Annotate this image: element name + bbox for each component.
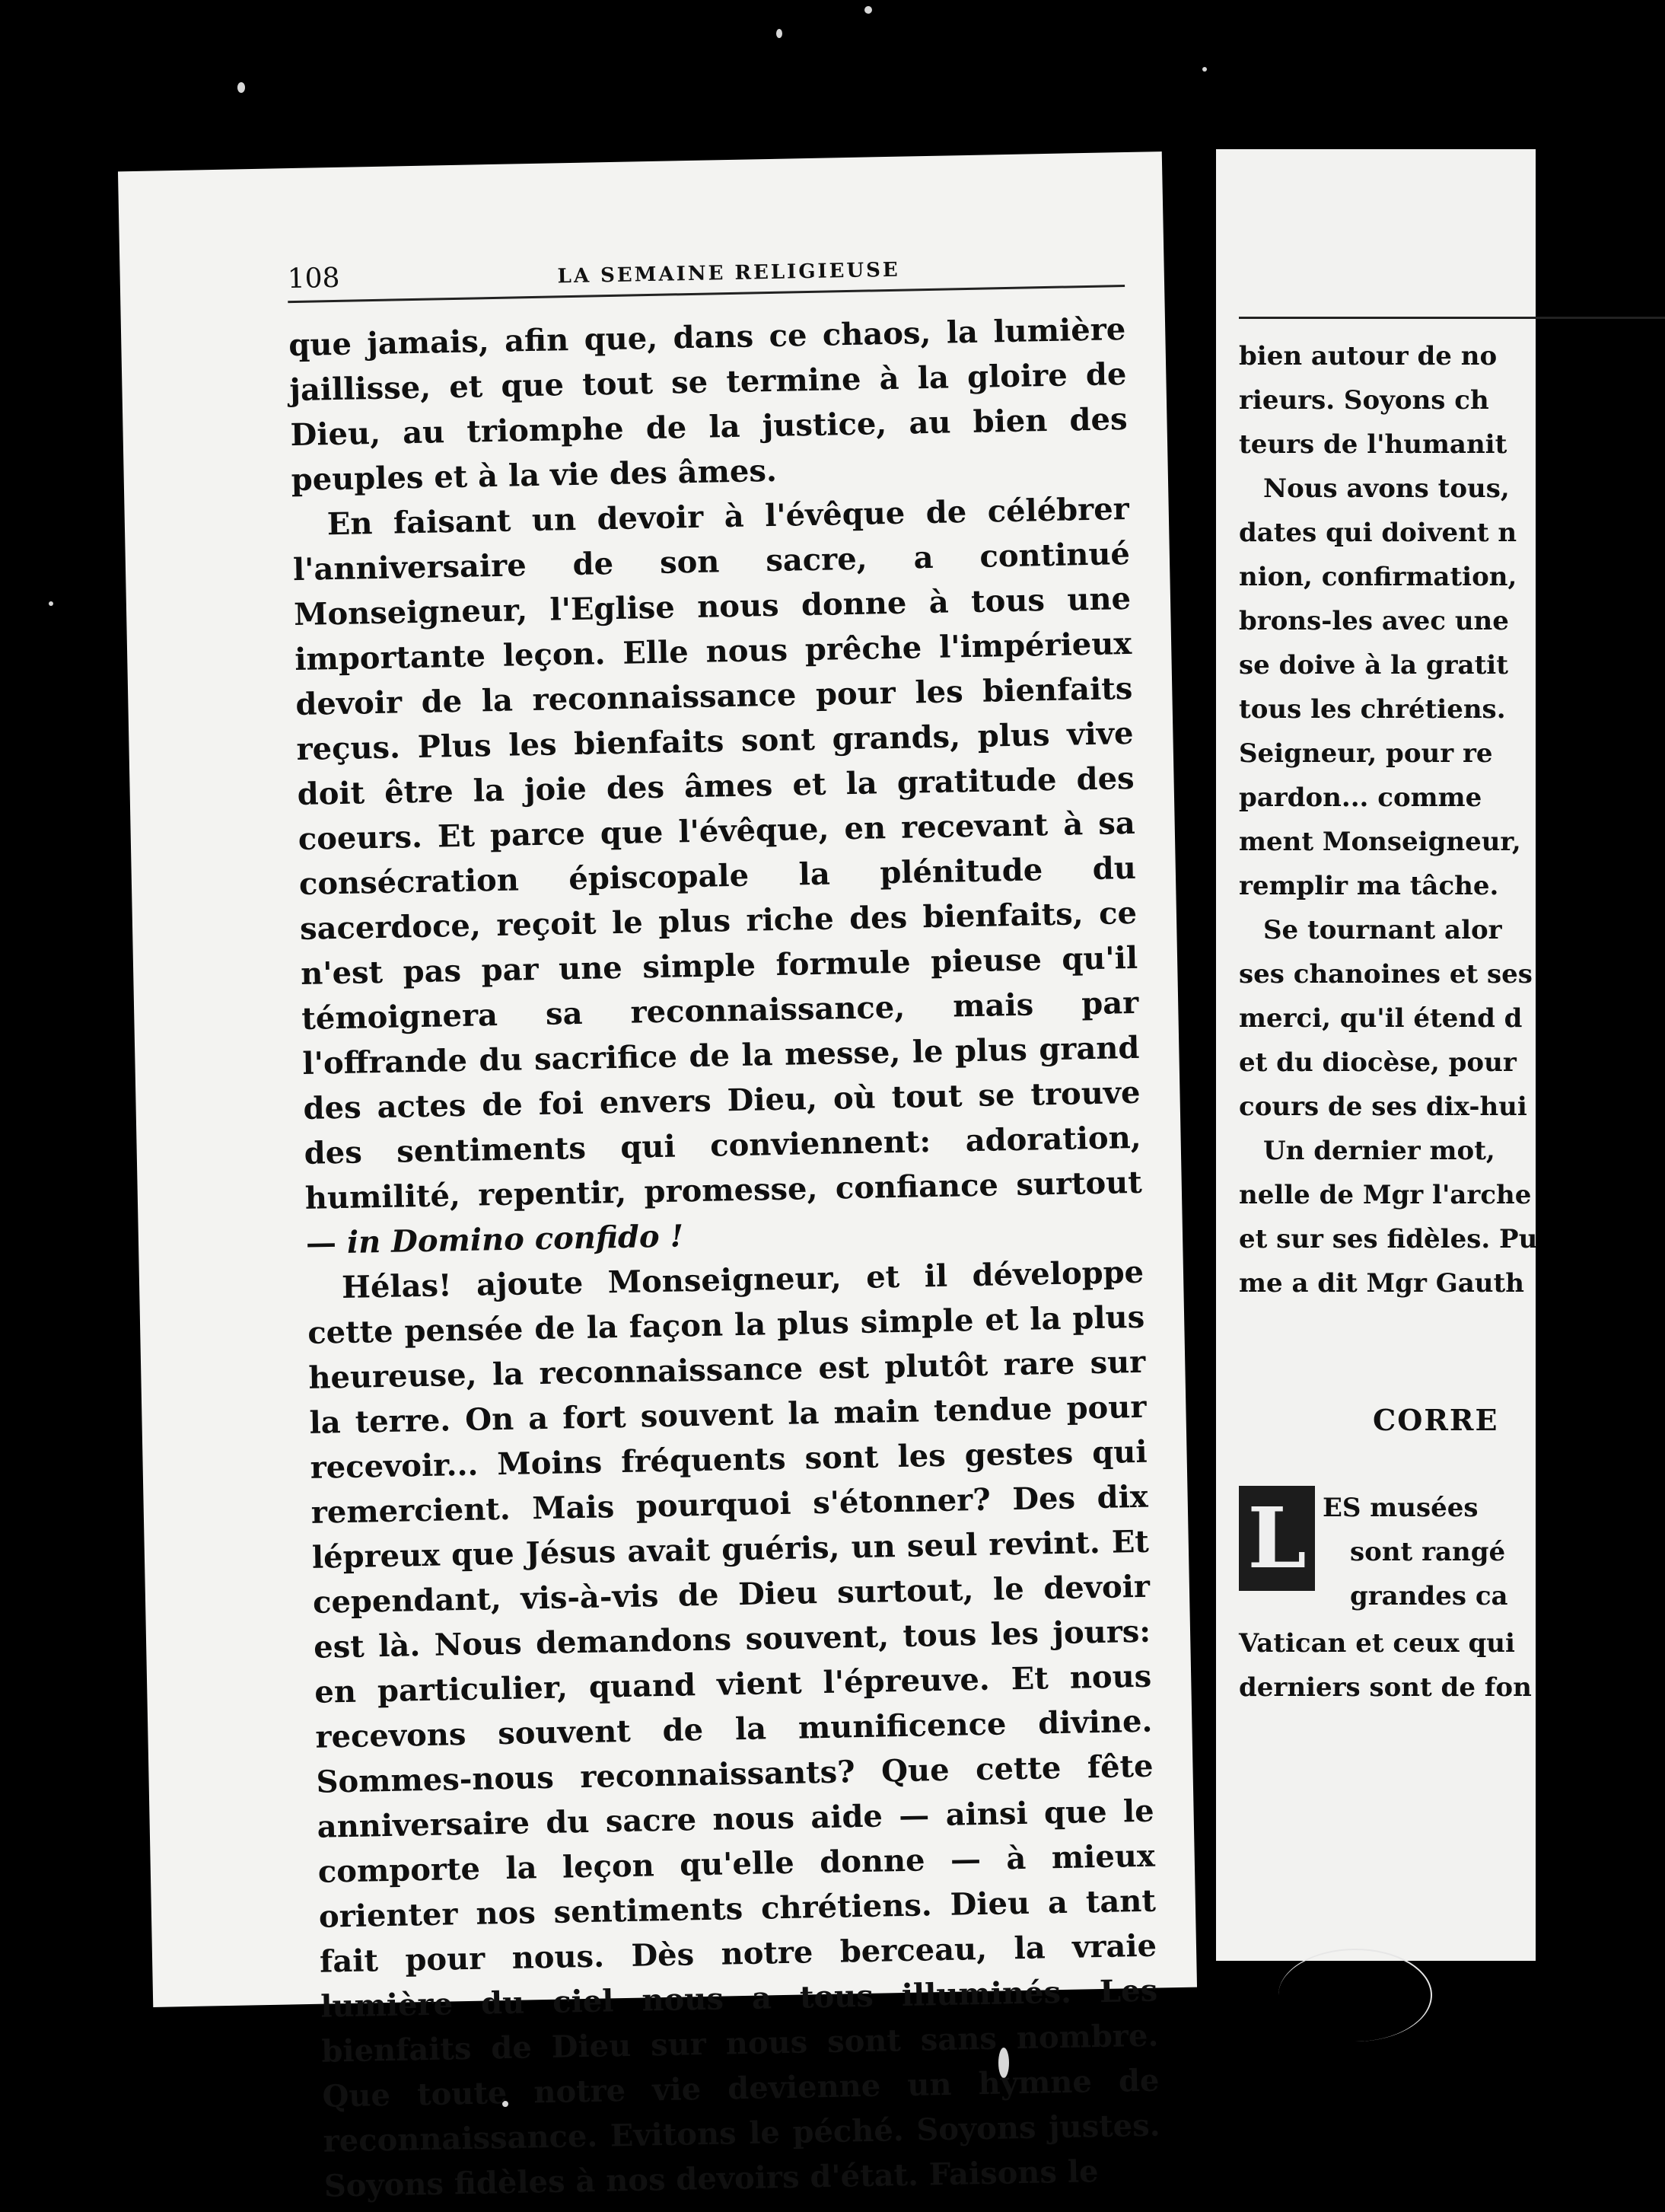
text-line: Seigneur, pour re [1239,738,1493,769]
paragraph [288,307,1129,502]
left-page-content [287,250,1161,2209]
text-line: ses chanoines et ses [1239,959,1533,990]
paragraph [307,1250,1162,2209]
text-line: Un dernier mot, [1263,1136,1495,1166]
text-line: et sur ses fidèles. Pu [1239,1224,1538,1254]
left-page [118,151,1197,2204]
drop-cap-lines [1323,1486,1508,1618]
scan-speck [776,29,782,38]
paragraph-text: Hélas! ajoute Monseigneur, et il développe cette pensée de la façon la plus simple et la plus heureuse, la reconnaissance est plutôt rare sur la terre. On a fort souvent la main tendue pour recevoir... Moins fréquents sont les gestes qui remercient. Mais pourquoi s'étonner? Des dix lépreux que Jésus avait guéris, un seul revint. Et cependant, vis-à-vis de Dieu surtout, le devoir est là. Nous demandons souvent, tous les jours: en particulier, quand vient l'épreuve. Et nous recevons souvent de la munificence divine. Sommes-nous reconnaissants? Que cette fête anniversaire du sacre nous aide — ainsi que le comporte la leçon qu'elle donne — à mieux orienter nos sentiments chrétiens. Dieu a tant fait pour nous. Dès notre berceau, la vraie lumière du ciel nous a tous illuminés. Les bienfaits de Dieu sur nous sont sans nombre. Que toute notre vie devienne un hymne de reconnaissance. Evitons le péché. Soyons justes. Soyons fidèles à nos devoirs d'état. Faisons le [307,1254,1160,2204]
text-line: merci, qu'il étend d [1239,1003,1523,1034]
drop-cap-block [1239,1486,1665,1621]
text-line: et du diocèse, pour [1239,1047,1517,1078]
text-line: tous les chrétiens. [1239,694,1506,725]
drop-cap: L [1239,1486,1315,1591]
paragraph-text: En faisant un devoir à l'évêque de célébrer l'anniversaire de son sacre, a continué Monseigneur, l'Eglise nous donne à tous une importante leçon. Elle nous prêche l'impérieux devoir de la reconnaissance pour les bienfaits reçus. Plus les bienfaits sont grands, plus vive doit être la joie des âmes et la gratitude des coeurs. Et parce que l'évêque, en recevant à sa consécration épiscopale la plénitude du sacerdoce, reçoit le plus riche des bienfaits, ce n'est pas par une simple formule pieuse qu'il témoignera sa reconnaissance, mais par l'offrande du sacrifice de la messe, le plus grand des actes de foi envers Dieu, où tout se trouve des sentiments qui conviennent: adoration, humilité, repentir, promesse, confiance surtout — [292,490,1143,1261]
scan-artifact [1278,1949,1432,2041]
text-line: grandes ca [1350,1581,1508,1611]
text-line: ES musées [1323,1493,1479,1523]
text-line: se doive à la gratit [1239,650,1508,680]
text-line: pardon... comme [1239,782,1482,813]
paragraph-text: que jamais, afin que, dans ce chaos, la lumière jaillisse, et que tout se termine à la gloire de Dieu, au triomphe de la justice, au bien des peuples et à la vie des âmes. [288,311,1128,499]
text-line: ment Monseigneur, [1239,827,1521,857]
scan-speck [49,601,53,606]
page-number: 108 [287,262,340,295]
right-body-text-lower [1239,1621,1665,1710]
scan-speck [237,82,245,93]
text-line: sont rangé [1350,1537,1506,1567]
text-line: cours de ses dix-hui [1239,1092,1527,1122]
text-line: brons-les avec une [1239,606,1509,636]
latin-quote: in Domino confido ! [346,1218,684,1261]
text-line: me a dit Mgr Gauth [1239,1268,1524,1299]
text-line: bien autour de no [1239,341,1498,371]
scan-speck [1202,67,1207,72]
right-body-text [1239,334,1665,1305]
text-line: Se tournant alor [1263,915,1502,945]
text-line: dates qui doivent n [1239,518,1517,548]
body-text [288,307,1161,2209]
scan-speck [864,6,872,14]
text-line: nelle de Mgr l'arche [1239,1180,1532,1210]
right-page-content [1239,317,1665,1710]
section-heading: CORRE [1373,1403,1499,1437]
text-line: nion, confirmation, [1239,562,1517,592]
right-page [1216,149,1536,1961]
text-line: derniers sont de fon [1239,1672,1532,1703]
running-head [287,250,1125,303]
journal-title: LA SEMAINE RELIGIEUSE [557,258,901,288]
paragraph [291,486,1143,1266]
text-line: Nous avons tous, [1263,473,1510,504]
text-line: Vatican et ceux qui [1239,1628,1515,1659]
text-line: rieurs. Soyons ch [1239,385,1489,416]
header-rule [1239,317,1665,319]
text-line: remplir ma tâche. [1239,871,1499,901]
text-line: teurs de l'humanit [1239,429,1507,460]
